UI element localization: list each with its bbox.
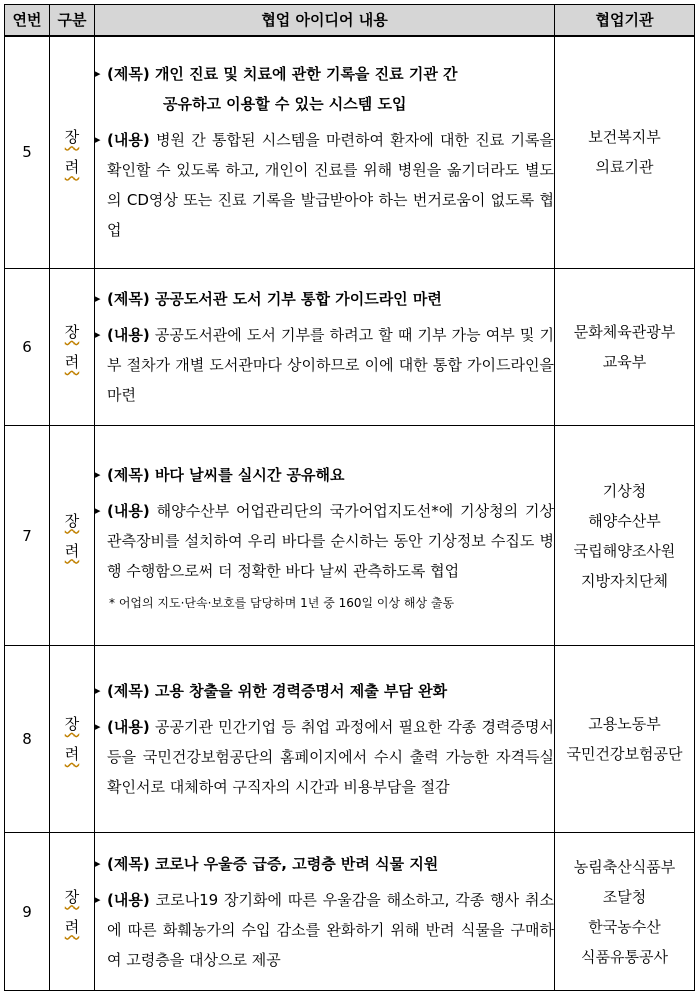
title-tag: (제목) bbox=[107, 290, 150, 308]
triangle-bullet-icon: ▸ bbox=[95, 720, 101, 733]
title-line: 공유하고 이용할 수 있는 시스템 도입 bbox=[163, 95, 407, 114]
header-content: 협업 아이디어 내용 bbox=[95, 5, 555, 36]
idea-title bbox=[95, 284, 554, 314]
partner-organizations bbox=[555, 36, 695, 269]
content-tag: (내용) bbox=[107, 890, 150, 909]
title-tag: (제목) bbox=[107, 682, 150, 700]
idea-title bbox=[95, 460, 554, 490]
header-category: 구분 bbox=[50, 5, 95, 36]
header-number: 연번 bbox=[5, 5, 50, 36]
description-text: 코로나19 장기화에 따른 우울감을 해소하고, 각종 행사 취소에 따른 화훼농가의 수입 감소를 완화하기 위해 반려 식물을 구매하여 고령층을 대상으로 제공 bbox=[107, 890, 554, 969]
idea-description bbox=[95, 712, 554, 802]
idea-content bbox=[95, 833, 555, 991]
row-number: 9 bbox=[5, 833, 50, 991]
row-category bbox=[50, 833, 95, 991]
table-row bbox=[5, 646, 695, 833]
description-text: 해양수산부 어업관리단의 국가어업지도선*에 기상청의 기상관측장비를 설치하여 우리 바다를 순시하는 동안 기상정보 수집도 병행 수행함으로써 더 정확한 바다 날씨 관측하도록 협업 bbox=[107, 501, 554, 580]
idea-description bbox=[95, 125, 554, 245]
content-tag: (내용) bbox=[107, 501, 150, 520]
title-line: 공공도서관 도서 기부 통합 가이드라인 마련 bbox=[154, 290, 442, 308]
description-text: 공공도서관에 도서 기부를 하려고 할 때 기부 가능 여부 및 기부 절차가 개별 도서관마다 상이하므로 이에 대한 통합 가이드라인을 마련 bbox=[107, 326, 554, 404]
triangle-bullet-icon: ▸ bbox=[95, 67, 101, 81]
triangle-bullet-icon: ▸ bbox=[95, 292, 101, 305]
organization: 한국농수산 bbox=[588, 917, 661, 936]
table-row bbox=[5, 36, 695, 269]
organization: 해양수산부 bbox=[588, 511, 661, 530]
idea-title bbox=[95, 676, 554, 706]
row-number: 6 bbox=[5, 269, 50, 426]
partner-organizations bbox=[555, 833, 695, 991]
description-text: 병원 간 통합된 시스템을 마련하여 환자에 대한 진료 기록을 확인할 수 있도록 하고, 개인이 진료를 위해 병원을 옮기더라도 별도의 CD영상 또는 진료 기록을 발급받아야 하는 번거로움이 없도록 협업 bbox=[107, 131, 554, 240]
category-label: 장려 bbox=[64, 715, 80, 763]
organization: 문화체육관광부 bbox=[573, 323, 676, 341]
title-line: 개인 진료 및 치료에 관한 기록을 진료 기관 간 bbox=[154, 65, 458, 84]
category-label: 장려 bbox=[64, 511, 80, 560]
organization: 국립해양조사원 bbox=[573, 541, 676, 560]
organization: 국민건강보험공단 bbox=[566, 745, 683, 763]
triangle-bullet-icon: ▸ bbox=[95, 856, 101, 870]
idea-description bbox=[95, 885, 554, 975]
row-category bbox=[50, 646, 95, 833]
row-category bbox=[50, 426, 95, 646]
organization: 기상청 bbox=[602, 481, 647, 500]
triangle-bullet-icon: ▸ bbox=[95, 133, 101, 147]
organization: 의료기관 bbox=[595, 158, 654, 177]
category-label: 장려 bbox=[64, 887, 80, 936]
category-label: 장려 bbox=[64, 128, 80, 177]
triangle-bullet-icon: ▸ bbox=[95, 328, 101, 341]
description-text: 공공기관 민간기업 등 취업 과정에서 필요한 각종 경력증명서 등을 국민건강보험공단의 홈페이지에서 수시 출력 가능한 자격득실확인서로 대체하여 구직자의 시간과 비용부담을 절감 bbox=[107, 718, 554, 796]
content-tag: (내용) bbox=[107, 718, 150, 736]
category-label: 장려 bbox=[64, 323, 80, 371]
triangle-bullet-icon: ▸ bbox=[95, 467, 101, 481]
idea-title bbox=[95, 59, 554, 119]
title-tag: (제목) bbox=[107, 65, 150, 84]
partner-organizations bbox=[555, 426, 695, 646]
idea-content bbox=[95, 646, 555, 833]
row-category bbox=[50, 269, 95, 426]
idea-content bbox=[95, 36, 555, 269]
partner-organizations bbox=[555, 646, 695, 833]
idea-description bbox=[95, 320, 554, 410]
organization: 농림축산식품부 bbox=[573, 857, 676, 876]
organization: 식품유통공사 bbox=[581, 947, 668, 966]
triangle-bullet-icon: ▸ bbox=[95, 892, 101, 906]
partner-organizations bbox=[555, 269, 695, 426]
title-line: 코로나 우울증 급증, 고령층 반려 식물 지원 bbox=[154, 854, 439, 873]
organization: 보건복지부 bbox=[588, 128, 661, 147]
title-line: 바다 날씨를 실시간 공유해요 bbox=[154, 465, 345, 484]
title-line: 고용 창출을 위한 경력증명서 제출 부담 완화 bbox=[154, 682, 448, 700]
idea-content bbox=[95, 269, 555, 426]
row-number: 8 bbox=[5, 646, 50, 833]
row-number: 7 bbox=[5, 426, 50, 646]
footnote: * 어업의 지도·단속·보호를 담당하며 1년 중 160일 이상 해상 출동 bbox=[109, 595, 455, 610]
idea-title bbox=[95, 849, 554, 879]
title-tag: (제목) bbox=[107, 854, 150, 873]
table-row bbox=[5, 269, 695, 426]
triangle-bullet-icon: ▸ bbox=[95, 503, 101, 517]
organization: 고용노동부 bbox=[588, 715, 661, 733]
content-tag: (내용) bbox=[107, 326, 150, 344]
header-organizations: 협업기관 bbox=[555, 5, 695, 36]
triangle-bullet-icon: ▸ bbox=[95, 684, 101, 697]
row-category bbox=[50, 36, 95, 269]
organization: 조달청 bbox=[602, 887, 647, 906]
title-tag: (제목) bbox=[107, 465, 150, 484]
collaboration-ideas-table bbox=[4, 4, 695, 991]
row-number: 5 bbox=[5, 36, 50, 269]
idea-content bbox=[95, 426, 555, 646]
organization: 교육부 bbox=[602, 353, 647, 371]
idea-description bbox=[95, 496, 554, 586]
organization: 지방자치단체 bbox=[581, 571, 668, 590]
table-row bbox=[5, 833, 695, 991]
table-header-row bbox=[5, 5, 695, 36]
table-row bbox=[5, 426, 695, 646]
content-tag: (내용) bbox=[107, 131, 150, 150]
